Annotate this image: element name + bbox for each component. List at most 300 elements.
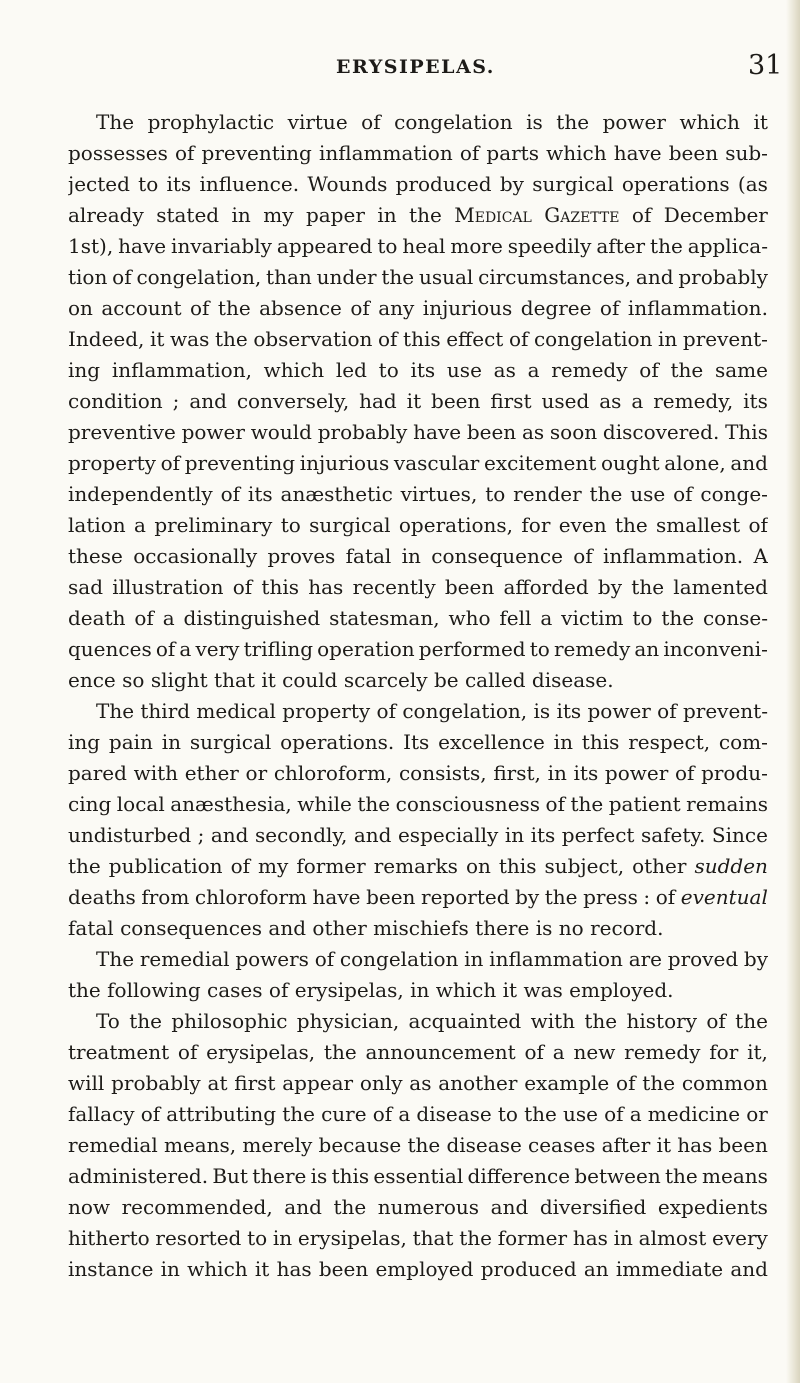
word: use <box>630 482 666 506</box>
word: the <box>407 1133 441 1157</box>
word: usual <box>418 265 474 289</box>
word: recently <box>352 575 436 599</box>
word: preliminary <box>154 513 273 537</box>
word: which <box>435 978 497 1002</box>
word: this <box>581 730 620 754</box>
word: with <box>530 1009 576 1033</box>
word: A <box>753 544 768 568</box>
word: to <box>247 1226 268 1250</box>
word: so <box>122 668 145 692</box>
word: of <box>508 327 529 351</box>
word: virtues, <box>400 482 478 506</box>
word: would <box>250 420 312 444</box>
word: death <box>68 606 126 630</box>
word: the <box>217 296 251 320</box>
word: performed <box>418 637 526 661</box>
word: same <box>714 358 768 382</box>
word: have <box>413 420 462 444</box>
word: this <box>331 1164 370 1188</box>
word: former <box>296 854 366 878</box>
page-number: 31 <box>748 50 783 81</box>
word: fatal <box>345 544 392 568</box>
text-line <box>68 820 768 851</box>
word: other <box>312 916 367 940</box>
word: anæsthesia, <box>170 792 292 816</box>
word: and <box>210 823 249 847</box>
text-line <box>68 479 768 510</box>
word: congelation <box>394 110 513 134</box>
word: the <box>670 358 704 382</box>
word: parts <box>486 141 539 165</box>
word: secondly, <box>254 823 348 847</box>
word: the <box>544 885 578 909</box>
word: are <box>628 947 663 971</box>
word: remedial <box>68 1133 158 1157</box>
word: operation <box>317 637 415 661</box>
text-line <box>68 1037 768 1068</box>
word: after <box>596 234 646 258</box>
word: lamented <box>673 575 768 599</box>
word: its <box>410 358 436 382</box>
word: perfect <box>561 823 635 847</box>
word: means <box>702 1164 768 1188</box>
word: its <box>247 482 273 506</box>
word: which <box>187 1257 248 1281</box>
word: is <box>533 699 551 723</box>
word: reported <box>421 885 510 909</box>
word: inconveni- <box>663 637 768 661</box>
word: of <box>232 575 253 599</box>
word: to <box>138 172 159 196</box>
word: of <box>361 110 381 134</box>
word: is <box>526 110 543 134</box>
word: trifling <box>243 637 314 661</box>
word: of <box>748 513 768 537</box>
word: means, <box>163 1133 237 1157</box>
word: after <box>601 1133 651 1157</box>
word: medicine <box>647 1102 741 1126</box>
word: in <box>547 761 567 785</box>
word: of <box>220 482 241 506</box>
word: injurious <box>299 451 390 475</box>
word: scarcely <box>343 668 428 692</box>
word: December <box>663 203 768 227</box>
word: erysipelas, <box>294 978 404 1002</box>
word: preventing <box>201 141 312 165</box>
text-line <box>68 386 768 417</box>
word: the <box>214 327 248 351</box>
word: the <box>524 1102 557 1126</box>
word: first <box>234 1071 276 1095</box>
word: and <box>490 1195 529 1219</box>
word: remedy <box>624 1040 701 1064</box>
word: : <box>643 885 651 909</box>
word: is <box>535 916 553 940</box>
word: consequence <box>431 544 563 568</box>
word: to <box>632 606 653 630</box>
word: instance <box>68 1257 154 1281</box>
word: statesman, <box>329 606 440 630</box>
word: for <box>709 1040 739 1064</box>
word: more <box>450 234 503 258</box>
word: inflammation. <box>627 296 768 320</box>
text-line <box>68 1254 768 1285</box>
word: chloroform <box>194 885 307 909</box>
word: conse- <box>702 606 768 630</box>
word: ceases <box>528 1133 596 1157</box>
word: use <box>562 1102 598 1126</box>
word: eventual <box>680 885 768 909</box>
word: congelation <box>339 947 459 971</box>
word: of <box>674 761 695 785</box>
word: no <box>558 916 584 940</box>
word: immediate <box>615 1257 724 1281</box>
word: undisturbed <box>68 823 192 847</box>
word: administered. <box>68 1164 209 1188</box>
text-line <box>68 169 768 200</box>
body-text <box>68 107 768 1285</box>
word: it <box>406 389 422 413</box>
word: cure <box>321 1102 367 1126</box>
word: of <box>268 978 289 1002</box>
word: the <box>631 575 665 599</box>
word: former <box>497 1226 568 1250</box>
word: of <box>673 482 693 506</box>
word: Its <box>403 730 430 754</box>
word: erysipelas, <box>297 1226 407 1250</box>
text-line <box>68 572 768 603</box>
word: third <box>140 699 191 723</box>
word: press <box>583 885 638 909</box>
word: subject, <box>544 854 625 878</box>
word: very <box>195 637 240 661</box>
word: almost <box>638 1226 707 1250</box>
word: remedial <box>139 947 230 971</box>
word: a <box>527 358 540 382</box>
word: heal <box>402 234 446 258</box>
word: between <box>574 1164 661 1188</box>
word: paper <box>305 203 365 227</box>
word: and <box>730 1257 768 1281</box>
word: has <box>308 575 344 599</box>
word: was <box>170 327 210 351</box>
word: been <box>366 885 416 909</box>
word: Gazette <box>544 203 620 227</box>
word: The <box>96 947 135 971</box>
running-head: ERYSIPELAS. <box>336 56 495 78</box>
text-line <box>68 1068 768 1099</box>
word: the <box>381 265 415 289</box>
word: in <box>161 730 182 754</box>
word: be <box>433 668 459 692</box>
word: remarks <box>373 854 458 878</box>
word: the <box>614 513 648 537</box>
word: power <box>604 761 669 785</box>
word: ether <box>184 761 239 785</box>
word: of <box>190 296 210 320</box>
word: employed. <box>569 978 674 1002</box>
word: injurious <box>422 296 513 320</box>
word: tion <box>68 265 108 289</box>
word: or <box>245 761 268 785</box>
word: a <box>540 606 553 630</box>
word: another <box>438 1071 518 1095</box>
word: has <box>276 1257 312 1281</box>
word: chloroform, <box>273 761 393 785</box>
word: applica- <box>687 234 768 258</box>
word: and <box>284 1195 322 1219</box>
word: of <box>112 265 132 289</box>
word: speedily <box>507 234 592 258</box>
word: to <box>529 637 550 661</box>
word: was <box>523 978 563 1002</box>
word: But <box>212 1164 248 1188</box>
word: and <box>189 389 227 413</box>
word: medical <box>196 699 276 723</box>
word: quences <box>68 637 152 661</box>
word: been <box>466 420 517 444</box>
word: excellence <box>438 730 545 754</box>
word: the <box>664 1164 698 1188</box>
word: jected <box>68 172 130 196</box>
word: effect <box>446 327 504 351</box>
word: probably <box>317 420 408 444</box>
word: in <box>272 1226 293 1250</box>
word: of <box>599 296 620 320</box>
word: to <box>485 482 506 506</box>
word: sudden <box>694 854 768 878</box>
word: at <box>207 1071 228 1095</box>
word: sub- <box>725 141 768 165</box>
word: new <box>573 1040 616 1064</box>
word: illustration <box>112 575 224 599</box>
word: mischiefs <box>373 916 469 940</box>
word: as <box>409 1071 432 1095</box>
word: appear <box>282 1071 354 1095</box>
word: in <box>504 823 525 847</box>
word: vascular <box>393 451 480 475</box>
word: has <box>677 1133 713 1157</box>
word: observation <box>253 327 373 351</box>
word: of <box>376 699 396 723</box>
text-line <box>68 1192 768 1223</box>
word: power <box>181 420 245 444</box>
word: account <box>101 296 182 320</box>
word: while <box>297 792 352 816</box>
word: in <box>410 978 430 1002</box>
word: of <box>616 1071 636 1095</box>
word: use <box>446 358 482 382</box>
word: to <box>377 234 398 258</box>
word: erysipelas, <box>206 1040 316 1064</box>
word: pared <box>68 761 127 785</box>
word: essential <box>373 1164 464 1188</box>
word: inflammation <box>318 141 453 165</box>
text-line <box>68 510 768 541</box>
word: probably <box>678 265 768 289</box>
word: there <box>475 916 530 940</box>
word: under <box>316 265 377 289</box>
word: any <box>378 296 415 320</box>
word: to <box>378 358 399 382</box>
text-line <box>68 727 768 758</box>
word: safety. <box>640 823 706 847</box>
word: and <box>635 265 674 289</box>
word: is <box>310 1164 328 1188</box>
text-line <box>68 913 768 944</box>
word: it <box>254 1257 270 1281</box>
word: surgical <box>309 513 391 537</box>
word: surgical <box>532 172 614 196</box>
word: prophylactic <box>147 110 275 134</box>
word: proves <box>267 544 336 568</box>
word: this <box>261 575 299 599</box>
word: operations. <box>280 730 395 754</box>
word: numerous <box>377 1195 480 1219</box>
word: and <box>730 451 768 475</box>
word: a <box>134 513 146 537</box>
word: sad <box>68 575 103 599</box>
word: of <box>350 296 370 320</box>
word: acquainted <box>408 1009 522 1033</box>
word: than <box>266 265 312 289</box>
word: powers <box>235 947 309 971</box>
word: the <box>459 1226 492 1250</box>
text-line <box>68 448 768 479</box>
word: property <box>282 699 371 723</box>
word: hitherto <box>68 1226 150 1250</box>
text-line <box>68 1130 768 1161</box>
text-line <box>68 603 768 634</box>
word: by <box>515 885 540 909</box>
word: remedy <box>551 358 628 382</box>
word: produced <box>395 172 492 196</box>
word: resorted <box>155 1226 242 1250</box>
word: of <box>459 141 480 165</box>
word: slight <box>150 668 208 692</box>
word: as <box>493 358 516 382</box>
word: philosophic <box>171 1009 288 1033</box>
text-line <box>68 138 768 169</box>
word: consists, <box>398 761 487 785</box>
word: ing <box>68 730 101 754</box>
word: in <box>377 203 397 227</box>
word: of <box>655 885 676 909</box>
word: of <box>639 358 659 382</box>
word: congelation, <box>136 265 262 289</box>
word: it <box>261 668 276 692</box>
word: The <box>96 110 135 134</box>
word: has <box>572 1226 608 1250</box>
word: remedy <box>553 637 631 661</box>
text-line <box>68 355 768 386</box>
word: patient <box>608 792 681 816</box>
word: disease <box>416 1102 492 1126</box>
word: on <box>465 854 491 878</box>
word: could <box>282 668 338 692</box>
word: publication <box>108 854 223 878</box>
word: congelation <box>533 327 653 351</box>
word: now <box>68 1195 111 1219</box>
word: following <box>107 978 201 1002</box>
word: announcement <box>365 1040 516 1064</box>
word: operations <box>621 172 730 196</box>
word: conge- <box>700 482 768 506</box>
word: congelation, <box>402 699 528 723</box>
word: have <box>613 141 662 165</box>
word: which <box>546 141 607 165</box>
word: fallacy <box>68 1102 135 1126</box>
word: or <box>746 1102 768 1126</box>
word: deaths <box>68 885 136 909</box>
text-line <box>68 541 768 572</box>
word: the <box>584 1009 618 1033</box>
text-line <box>68 417 768 448</box>
word: Since <box>711 823 768 847</box>
word: the <box>589 482 623 506</box>
word: first, <box>493 761 541 785</box>
word: as <box>599 389 622 413</box>
word: Medical <box>454 203 532 227</box>
word: its <box>166 172 192 196</box>
text-line <box>68 1006 768 1037</box>
text-line <box>68 1223 768 1254</box>
word: The <box>96 699 135 723</box>
word: of <box>706 1009 726 1033</box>
word: anæsthetic <box>280 482 393 506</box>
word: it <box>753 110 768 134</box>
word: attributing <box>166 1102 277 1126</box>
text-line <box>68 293 768 324</box>
word: the <box>68 978 101 1002</box>
word: of <box>177 1040 198 1064</box>
word: remedy, <box>653 389 734 413</box>
word: it <box>502 978 518 1002</box>
word: this <box>498 854 537 878</box>
word: property <box>68 451 156 475</box>
word: prevent- <box>682 327 768 351</box>
text-line <box>68 262 768 293</box>
word: preventing <box>184 451 296 475</box>
text-line <box>68 851 768 882</box>
word: been <box>431 389 481 413</box>
word: of <box>631 203 652 227</box>
word: of <box>604 1102 624 1126</box>
word: its <box>573 761 599 785</box>
word: inflammation. <box>603 544 744 568</box>
word: these <box>68 544 123 568</box>
word: a <box>398 1102 411 1126</box>
word: by <box>499 172 524 196</box>
word: of <box>160 451 181 475</box>
word: in <box>231 203 251 227</box>
text-line <box>68 200 768 231</box>
word: there <box>252 1164 307 1188</box>
word: the <box>282 1102 315 1126</box>
word: of <box>657 699 677 723</box>
word: ought <box>600 451 660 475</box>
word: a <box>179 637 192 661</box>
word: will <box>68 1071 105 1095</box>
word: lation <box>68 513 126 537</box>
word: physician, <box>296 1009 400 1033</box>
word: a <box>629 1102 642 1126</box>
word: the <box>323 1040 357 1064</box>
word: occasionally <box>133 544 258 568</box>
word: been <box>668 141 719 165</box>
word: only <box>359 1071 403 1095</box>
word: employed <box>375 1257 474 1281</box>
